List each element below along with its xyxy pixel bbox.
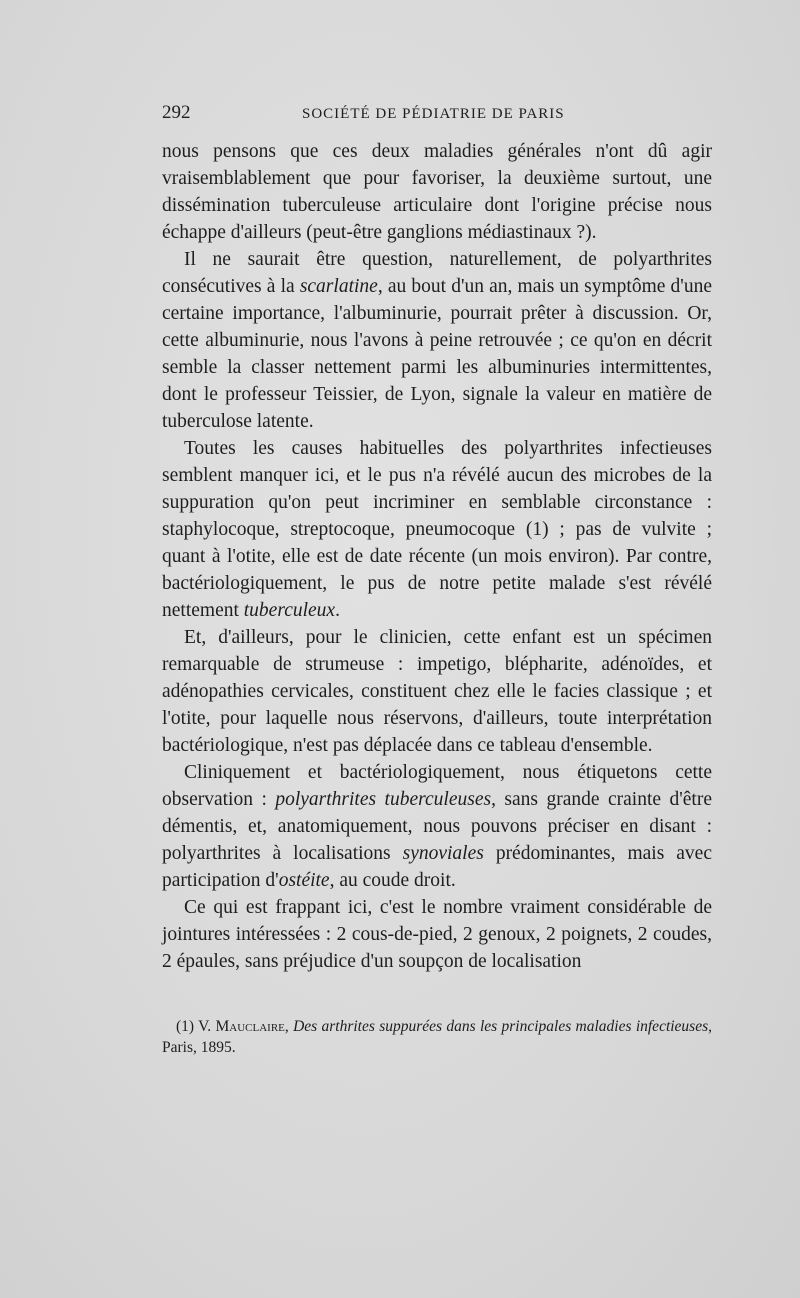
page-header — [162, 101, 712, 125]
body-text — [162, 138, 712, 975]
footnote-title: Des arthrites suppurées dans les principales maladies infectieuses — [293, 1018, 709, 1035]
paragraph-5-emphasis-2: synoviales — [402, 843, 484, 864]
paragraph-6-text: Ce qui est frappant ici, c'est le nombre vraiment considérable de jointures intéressées : 2 cous-de-pied, 2 genoux, 2 poignets, 2 coudes, 2 épaules, sans préjudice d'un soupçon de localisation — [162, 897, 712, 972]
footnote-rest: , Paris, 1895. — [162, 1018, 713, 1056]
paragraph-1 — [162, 138, 712, 246]
paragraph-6 — [162, 894, 712, 975]
paragraph-5-emphasis-3: ostéite — [278, 870, 330, 891]
paragraph-5-text-b: , sans grande crainte d'être démentis, et, anatomiquement, nous pouvons préciser en disant : polyarthrites à localisations — [162, 789, 712, 864]
paragraph-2 — [162, 246, 712, 435]
footnote-marker: (1) V. — [176, 1018, 216, 1035]
paragraph-3-emphasis: tuberculeux — [243, 600, 336, 621]
paragraph-3-text-a: Toutes les causes habituelles des polyarthrites infectieuses semblent manquer ici, et le pus n'a révélé aucun des microbes de la suppuration qu'on peut incriminer en semblable circonstance : staphylocoque, streptocoque, pneumocoque (1) ; pas de vulvite ; quant à l'otite, elle est de date récente (un mois environ). Par contre, bactériologiquement, le pus de notre petite malade s'est révélé nettement — [162, 438, 712, 621]
paragraph-5-text-a: Cliniquement et bactériologiquement, nous étiquetons cette observation : — [162, 762, 712, 810]
paragraph-5-text-d: , au coude droit. — [329, 870, 456, 891]
paragraph-3 — [162, 435, 712, 624]
footnote-separator: , — [284, 1018, 294, 1035]
paragraph-2-text-b: , au bout d'un an, mais un symptôme d'une certaine importance, l'albuminurie, pourrait prêter à discussion. Or, cette albuminurie, nous l'avons à peine retrouvée ; ce qu'on en décrit semble la classer nettement parmi les albuminuries intermittentes, dont le professeur Teissier, de Lyon, signale la valeur en matière de tuberculose latente. — [162, 276, 712, 432]
paragraph-2-text-a: Il ne saurait être question, naturellement, de polyarthrites consécutives à la — [162, 249, 712, 297]
paragraph-3-text-b: . — [335, 600, 340, 621]
page-number: 292 — [162, 102, 191, 123]
paragraph-5-emphasis-1: polyarthrites tuberculeuses — [275, 789, 492, 810]
paragraph-5-text-c: prédominantes, mais avec participation d' — [162, 843, 712, 891]
paragraph-4-text: Et, d'ailleurs, pour le clinicien, cette enfant est un spécimen remarquable de strumeuse : impetigo, blépharite, adénoïdes, et adénopathies cervicales, constituent chez elle le facies classique ; et l'otite, pour laquelle nous réservons, d'ailleurs, toute interprétation bactériologique, n'est pas déplacée dans ce tableau d'ensemble. — [162, 627, 712, 756]
paragraph-1-text: nous pensons que ces deux maladies générales n'ont dû agir vraisemblablement que pour favoriser, la deuxième surtout, une dissémination tuberculeuse articulaire dont l'origine précise nous échappe d'ailleurs (peut-être ganglions médiastinaux ?). — [162, 141, 712, 243]
paragraph-5 — [162, 759, 712, 894]
running-title: SOCIÉTÉ DE PÉDIATRIE DE PARIS — [302, 106, 565, 122]
paragraph-2-emphasis: scarlatine — [299, 276, 378, 297]
footnote — [162, 1016, 712, 1058]
paragraph-4 — [162, 624, 712, 759]
footnote-author: Mauclaire — [215, 1018, 285, 1035]
